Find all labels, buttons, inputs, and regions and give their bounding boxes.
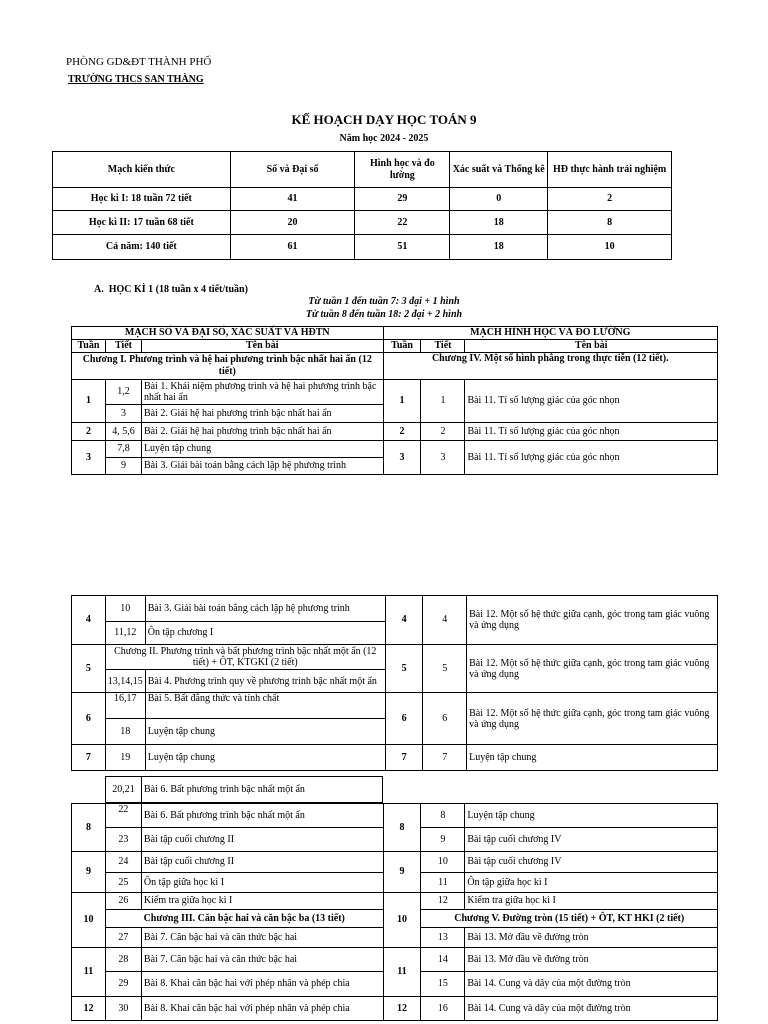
- lesson-cell: Bài 2. Giải hệ hai phương trình bậc nhất hai ẩn: [141, 423, 383, 441]
- lesson-cell: Ôn tập giữa học kì I: [465, 873, 718, 893]
- week-cell: 12: [72, 997, 106, 1021]
- period-cell: 16: [421, 997, 465, 1021]
- week-cell: 12: [383, 997, 421, 1021]
- lesson-cell: Bài 14. Cung và dây của một đường tròn: [465, 997, 718, 1021]
- department-name: PHÒNG GD&ĐT THÀNH PHỐ: [66, 56, 212, 68]
- week-cell: 2: [72, 423, 106, 441]
- lesson-cell: Bài tập cuối chương IV: [465, 852, 718, 873]
- lesson-cell: Luyện tập chung: [145, 745, 385, 771]
- lesson-cell: Bài 7. Căn bậc hai và căn thức bậc hai: [141, 928, 383, 948]
- lesson-cell: Bài 1. Khái niệm phương trình và hệ hai phương trình bậc nhất hai ẩn: [141, 380, 383, 405]
- week-cell: 4: [72, 596, 106, 645]
- summary-cell: 61: [230, 235, 355, 260]
- period-cell: 22: [105, 804, 141, 828]
- school-name: TRƯỜNG THCS SAN THÀNG: [68, 74, 204, 85]
- lesson-cell: Ôn tập giữa học kì I: [141, 873, 383, 893]
- summary-cell: Cả năm: 140 tiết: [53, 235, 231, 260]
- period-cell: 25: [105, 873, 141, 893]
- lesson-cell: Bài 11. Tỉ số lượng giác của góc nhọn: [465, 441, 718, 475]
- plan-loose-row: [105, 776, 383, 803]
- col-lesson: Tên bài: [141, 340, 383, 353]
- week-cell: 5: [72, 645, 106, 693]
- period-cell: 15: [421, 972, 465, 997]
- week-cell: 3: [72, 441, 106, 475]
- period-cell: 13: [421, 928, 465, 948]
- plan-table-part2: [71, 595, 718, 771]
- period-cell: 13,14,15: [105, 670, 145, 693]
- lesson-cell: Luyện tập chung: [467, 745, 718, 771]
- period-cell: 3: [105, 405, 141, 423]
- lesson-cell: Bài tập cuối chương II: [141, 828, 383, 852]
- left-strand-header: MẠCH SỐ VÀ ĐẠI SỐ, XÁC SUẤT VÀ HĐTN: [72, 327, 384, 340]
- section-marker: A.: [94, 284, 104, 295]
- period-cell: 23: [105, 828, 141, 852]
- week-cell: 9: [383, 852, 421, 893]
- period-cell: 1: [421, 380, 465, 423]
- period-cell: 10: [421, 852, 465, 873]
- lesson-cell: Bài tập cuối chương IV: [465, 828, 718, 852]
- summary-cell: 18: [450, 211, 548, 235]
- col-lesson: Tên bài: [465, 340, 718, 353]
- lesson-cell: Bài 11. Tỉ số lượng giác của góc nhọn: [465, 423, 718, 441]
- period-cell: 19: [105, 745, 145, 771]
- week-cell: 2: [383, 423, 421, 441]
- period-cell: 18: [105, 719, 145, 745]
- period-cell: 4: [423, 596, 467, 645]
- plan-table-part1: [71, 326, 718, 475]
- period-cell: 27: [105, 928, 141, 948]
- schedule-note: Từ tuần 8 đến tuần 18: 2 đại + 2 hình: [305, 309, 463, 320]
- section-a-heading: [94, 284, 248, 295]
- period-cell: 8: [421, 804, 465, 828]
- period-cell: 3: [421, 441, 465, 475]
- period-cell: 24: [105, 852, 141, 873]
- period-cell: 1,2: [105, 380, 141, 405]
- lesson-cell: Bài tập cuối chương II: [141, 852, 383, 873]
- lesson-cell: Kiểm tra giữa học kì I: [465, 893, 718, 910]
- document-title: KẾ HOẠCH DẠY HỌC TOÁN 9: [291, 112, 477, 127]
- summary-cell: 51: [355, 235, 450, 260]
- lesson-cell: Bài 3. Giải bài toán bằng cách lập hệ phương trình: [141, 458, 383, 475]
- chapter-heading: Chương I. Phương trình và hệ hai phương trình bậc nhất hai ẩn (12 tiết): [72, 353, 384, 380]
- period-cell: 4, 5,6: [105, 423, 141, 441]
- lesson-cell: Luyện tập chung: [465, 804, 718, 828]
- chapter-heading: Chương II. Phương trình và bất phương trình bậc nhất một ẩn (12 tiết) + ÔT, KTGKI (2 tiết): [105, 645, 385, 670]
- summary-cell: Học kì I: 18 tuần 72 tiết: [53, 188, 231, 211]
- lesson-cell: Bài 12. Một số hệ thức giữa cạnh, góc trong tam giác vuông và ứng dụng: [467, 693, 718, 745]
- lesson-cell: Bài 3. Giải bài toán bằng cách lập hệ phương trình: [145, 596, 385, 622]
- summary-table: [52, 151, 672, 260]
- period-cell: 28: [105, 948, 141, 972]
- summary-cell: 29: [355, 188, 450, 211]
- period-cell: 30: [105, 997, 141, 1021]
- lesson-cell: Ôn tập chương I: [145, 622, 385, 645]
- col-period: Tiết: [105, 340, 141, 353]
- summary-header: Mạch kiến thức: [53, 152, 231, 188]
- week-cell: 7: [72, 745, 106, 771]
- period-cell: 6: [423, 693, 467, 745]
- summary-cell: 10: [548, 235, 672, 260]
- period-cell: 10: [105, 596, 145, 622]
- period-cell: 20,21: [106, 777, 142, 803]
- summary-cell: 18: [450, 235, 548, 260]
- week-cell: 3: [383, 441, 421, 475]
- week-cell: 6: [72, 693, 106, 745]
- lesson-cell: Bài 8. Khai căn bậc hai với phép nhân và phép chia: [141, 997, 383, 1021]
- lesson-cell: Luyện tập chung: [141, 441, 383, 458]
- period-cell: 11,12: [105, 622, 145, 645]
- period-cell: 2: [421, 423, 465, 441]
- period-cell: 14: [421, 948, 465, 972]
- week-cell: 5: [385, 645, 423, 693]
- week-cell: 9: [72, 852, 106, 893]
- week-cell: 10: [383, 893, 421, 948]
- week-cell: 8: [383, 804, 421, 852]
- section-title: HỌC KÌ 1 (18 tuần x 4 tiết/tuần): [108, 284, 248, 295]
- summary-header: Số và Đại số: [230, 152, 355, 188]
- period-cell: 7: [423, 745, 467, 771]
- schedule-note: Từ tuần 1 đến tuần 7: 3 đại + 1 hình: [308, 296, 460, 307]
- week-cell: 11: [72, 948, 106, 997]
- lesson-cell: Bài 7. Căn bậc hai và căn thức bậc hai: [141, 948, 383, 972]
- lesson-cell: Kiểm tra giữa học kì I: [141, 893, 383, 910]
- chapter-heading: Chương III. Căn bậc hai và căn bậc ba (13 tiết): [105, 910, 383, 928]
- summary-header: HĐ thực hành trải nghiệm: [548, 152, 672, 188]
- period-cell: 9: [421, 828, 465, 852]
- period-cell: 7,8: [105, 441, 141, 458]
- summary-cell: 0: [450, 188, 548, 211]
- summary-header: Hình học và đo lường: [355, 152, 450, 188]
- chapter-heading: Chương IV. Một số hình phẳng trong thực tiễn (12 tiết).: [383, 353, 717, 380]
- summary-cell: 8: [548, 211, 672, 235]
- period-cell: 9: [105, 458, 141, 475]
- summary-cell: Học kì II: 17 tuần 68 tiết: [53, 211, 231, 235]
- period-cell: 11: [421, 873, 465, 893]
- lesson-cell: Bài 2. Giải hệ hai phương trình bậc nhất hai ẩn: [141, 405, 383, 423]
- lesson-cell: Bài 12. Một số hệ thức giữa cạnh, góc trong tam giác vuông và ứng dụng: [467, 596, 718, 645]
- lesson-cell: Bài 6. Bất phương trình bậc nhất một ẩn: [141, 777, 382, 803]
- summary-cell: 20: [230, 211, 355, 235]
- period-cell: 5: [423, 645, 467, 693]
- col-week: Tuần: [72, 340, 106, 353]
- col-period: Tiết: [421, 340, 465, 353]
- week-cell: 11: [383, 948, 421, 997]
- week-cell: 10: [72, 893, 106, 948]
- week-cell: 8: [72, 804, 106, 852]
- week-cell: 4: [385, 596, 423, 645]
- period-cell: 29: [105, 972, 141, 997]
- lesson-cell: Bài 8. Khai căn bậc hai với phép nhân và phép chia: [141, 972, 383, 997]
- lesson-cell: Bài 5. Bất đẳng thức và tính chất: [145, 693, 385, 719]
- week-cell: 1: [383, 380, 421, 423]
- chapter-heading: Chương V. Đường tròn (15 tiết) + ÔT, KT HKI (2 tiết): [421, 910, 718, 928]
- period-cell: 12: [421, 893, 465, 910]
- lesson-cell: Bài 13. Mở đầu về đường tròn: [465, 948, 718, 972]
- lesson-cell: Bài 6. Bất phương trình bậc nhất một ẩn: [141, 804, 383, 828]
- summary-cell: 2: [548, 188, 672, 211]
- lesson-cell: Bài 14. Cung và dây của một đường tròn: [465, 972, 718, 997]
- school-year: Năm học 2024 - 2025: [339, 133, 429, 144]
- week-cell: 6: [385, 693, 423, 745]
- col-week: Tuần: [383, 340, 421, 353]
- lesson-cell: Bài 11. Tỉ số lượng giác của góc nhọn: [465, 380, 718, 423]
- summary-cell: 22: [355, 211, 450, 235]
- summary-cell: 41: [230, 188, 355, 211]
- summary-header: Xác suất và Thống kê: [450, 152, 548, 188]
- right-strand-header: MẠCH HÌNH HỌC VÀ ĐO LƯỜNG: [383, 327, 717, 340]
- lesson-cell: Bài 13. Mở đầu về đường tròn: [465, 928, 718, 948]
- lesson-cell: Bài 12. Một số hệ thức giữa cạnh, góc trong tam giác vuông và ứng dụng: [467, 645, 718, 693]
- lesson-cell: Luyện tập chung: [145, 719, 385, 745]
- period-cell: 16,17: [105, 693, 145, 719]
- week-cell: 7: [385, 745, 423, 771]
- plan-table-part3: [71, 803, 718, 1021]
- week-cell: 1: [72, 380, 106, 423]
- lesson-cell: Bài 4. Phương trình quy về phương trình bậc nhất một ẩn: [145, 670, 385, 693]
- period-cell: 26: [105, 893, 141, 910]
